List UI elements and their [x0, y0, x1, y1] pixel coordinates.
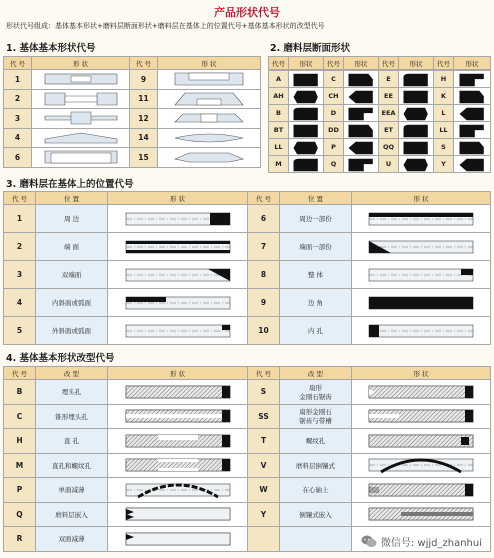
profile-shape — [399, 156, 434, 173]
row-shape — [108, 429, 248, 454]
row-position: 磨料层倒镶式 — [280, 453, 352, 478]
row-shape — [352, 289, 491, 317]
watermark-text: 微信号: wjjd_zhanhui — [380, 538, 482, 549]
row-code: P — [4, 478, 36, 503]
position-diagram — [118, 292, 238, 314]
section2-title: 2. 磨料层断面形状 — [270, 43, 351, 54]
table-row — [4, 89, 261, 109]
profile-glyph — [289, 156, 324, 172]
profile-code: B — [269, 105, 289, 122]
table-row — [269, 88, 491, 105]
position-diagram — [118, 503, 238, 525]
row-position: 双面减薄 — [36, 527, 108, 552]
position-diagram — [118, 479, 238, 501]
table-row — [4, 70, 261, 90]
position-diagram — [361, 264, 481, 286]
section3-title: 3. 磨料层在基体上的位置代号 — [6, 179, 134, 190]
position-diagram — [118, 208, 238, 230]
row-code: 7 — [248, 233, 280, 261]
table-row — [4, 317, 491, 345]
row-position — [280, 527, 352, 552]
table-row — [269, 139, 491, 156]
profile-glyph — [399, 156, 434, 172]
row-code: SS — [248, 404, 280, 429]
row-shape — [352, 429, 491, 454]
profile-shape — [289, 88, 324, 105]
row-code: Q — [4, 502, 36, 527]
position-diagram — [118, 381, 238, 403]
col-header-shape: 形 状 — [32, 57, 130, 70]
position-diagram — [361, 405, 481, 427]
shape-code: 3 — [4, 109, 32, 129]
row-position: 端面一部份 — [280, 233, 352, 261]
position-diagram — [118, 454, 238, 476]
profile-shape — [289, 105, 324, 122]
position-diagram — [361, 208, 481, 230]
row-shape — [108, 380, 248, 405]
row-shape — [352, 261, 491, 289]
row-shape — [108, 527, 248, 552]
profile-code: DD — [324, 122, 344, 139]
modification-table — [3, 366, 491, 552]
shape-diagram — [158, 109, 261, 129]
profile-shape — [399, 71, 434, 88]
shape-code: 14 — [130, 128, 158, 148]
shape-diagram — [158, 70, 261, 90]
base-shape-table — [3, 56, 261, 168]
profile-code: Y — [434, 156, 454, 173]
shape-diagram — [32, 109, 130, 129]
row-position: 边 角 — [280, 289, 352, 317]
profile-glyph — [289, 105, 324, 121]
col-header-shape: 形 状 — [108, 367, 248, 380]
profile-glyph — [399, 88, 434, 104]
shape-diagram — [158, 128, 261, 148]
row-shape — [108, 317, 248, 345]
table-row — [269, 71, 491, 88]
profile-code: A — [269, 71, 289, 88]
row-shape — [352, 453, 491, 478]
wechat-icon — [361, 535, 377, 548]
row-shape — [352, 478, 491, 503]
shape-code: 11 — [130, 89, 158, 109]
col-header-shape: 形状 — [399, 57, 434, 70]
shape-diagram — [32, 89, 130, 109]
profile-shape — [399, 105, 434, 122]
profile-glyph — [455, 122, 490, 138]
col-header-modification: 改 型 — [280, 367, 352, 380]
row-position: 扇形 金刚石锯齿 — [280, 380, 352, 405]
position-diagram — [361, 292, 481, 314]
row-shape — [108, 233, 248, 261]
profile-code: CH — [324, 88, 344, 105]
profile-code: E — [379, 71, 399, 88]
profile-code: ET — [379, 122, 399, 139]
col-header-code: 代 号 — [4, 57, 32, 70]
row-position: 埋头孔 — [36, 380, 108, 405]
col-header-shape: 形 状 — [352, 192, 491, 205]
profile-code: C — [324, 71, 344, 88]
table-row — [269, 156, 491, 173]
profile-code: QQ — [379, 139, 399, 156]
row-code: W — [248, 478, 280, 503]
profile-code: P — [324, 139, 344, 156]
position-table — [3, 191, 491, 345]
profile-code: Q — [324, 156, 344, 173]
row-shape — [352, 317, 491, 345]
profile-glyph — [399, 122, 434, 138]
row-shape — [108, 453, 248, 478]
col-header-code: 代 号 — [248, 367, 280, 380]
row-code: 9 — [248, 289, 280, 317]
row-position: 端 面 — [36, 233, 108, 261]
row-code: 2 — [4, 233, 36, 261]
shape-code: 12 — [130, 109, 158, 129]
table-row — [4, 233, 491, 261]
row-position: 内 孔 — [280, 317, 352, 345]
profile-code: D — [324, 105, 344, 122]
col-header-shape: 形 状 — [352, 367, 491, 380]
row-code: C — [4, 404, 36, 429]
shape-code: 2 — [4, 89, 32, 109]
profile-code: EE — [379, 88, 399, 105]
row-position: 外斜面或弧面 — [36, 317, 108, 345]
row-position: 直孔和螺纹孔 — [36, 453, 108, 478]
shape-diagram — [32, 70, 130, 90]
profile-code: LL — [269, 139, 289, 156]
table-row — [269, 105, 491, 122]
profile-shape — [344, 105, 379, 122]
row-shape — [108, 478, 248, 503]
section4-title: 4. 基体基本形状改型代号 — [6, 353, 115, 364]
position-diagram — [361, 454, 481, 476]
shape-code: 1 — [4, 70, 32, 90]
watermark — [357, 533, 486, 550]
row-code: S — [248, 380, 280, 405]
profile-glyph — [455, 71, 490, 87]
profile-shape — [454, 122, 491, 139]
col-header-code: 代 号 — [4, 367, 36, 380]
page-title: 产品形状代号 — [214, 6, 280, 19]
row-code: 3 — [4, 261, 36, 289]
row-position: 单面减薄 — [36, 478, 108, 503]
profile-shape — [399, 139, 434, 156]
col-header-code: 代 号 — [4, 192, 36, 205]
shape-diagram — [32, 148, 130, 168]
row-shape — [352, 380, 491, 405]
row-code: R — [4, 527, 36, 552]
col-header-code: 代号 — [269, 57, 289, 70]
profile-glyph — [455, 105, 490, 121]
page-subtitle: 形状代号组成：基体基本形状+磨料层断面形状+磨料层在基体上的位置代号+基体基本形状的改型代号 — [6, 22, 325, 30]
col-header-shape: 形 状 — [108, 192, 248, 205]
profile-code: AH — [269, 88, 289, 105]
row-code: 10 — [248, 317, 280, 345]
row-code: T — [248, 429, 280, 454]
profile-shape — [289, 156, 324, 173]
profile-glyph — [289, 88, 324, 104]
row-position: 内斜面或弧面 — [36, 289, 108, 317]
row-code — [248, 527, 280, 552]
table-row — [4, 404, 491, 429]
profile-code: BT — [269, 122, 289, 139]
table-row — [4, 429, 491, 454]
col-header-code: 代 号 — [130, 57, 158, 70]
row-shape — [108, 205, 248, 233]
row-code: 4 — [4, 289, 36, 317]
profile-glyph — [344, 71, 379, 87]
profile-shape — [454, 156, 491, 173]
profile-code: L — [434, 105, 454, 122]
profile-code: EEA — [379, 105, 399, 122]
profile-glyph — [455, 156, 490, 172]
col-header-shape: 形状 — [289, 57, 324, 70]
col-header-code: 代号 — [324, 57, 344, 70]
abrasive-profile-table — [268, 56, 491, 70]
table-row — [4, 380, 491, 405]
row-position: 周 边 — [36, 205, 108, 233]
table-row — [4, 502, 491, 527]
profile-glyph — [399, 139, 434, 155]
position-diagram — [361, 320, 481, 342]
position-diagram — [118, 430, 238, 452]
abrasive-profile-body — [268, 70, 490, 173]
profile-glyph — [344, 156, 379, 172]
profile-shape — [454, 105, 491, 122]
table-row — [269, 122, 491, 139]
shape-diagram — [32, 128, 130, 148]
shape-diagram — [158, 89, 261, 109]
col-header-code: 代 号 — [248, 192, 280, 205]
section1-title: 1. 基体基本形状代号 — [6, 43, 96, 54]
row-code: B — [4, 380, 36, 405]
profile-shape — [344, 156, 379, 173]
position-diagram — [361, 430, 481, 452]
position-diagram — [361, 503, 481, 525]
row-position: 直 孔 — [36, 429, 108, 454]
row-position: 周边一部份 — [280, 205, 352, 233]
profile-glyph — [344, 139, 379, 155]
row-position: 磨料层嵌入 — [36, 502, 108, 527]
position-diagram — [361, 381, 481, 403]
row-shape — [352, 404, 491, 429]
row-code: 8 — [248, 261, 280, 289]
table-row — [4, 478, 491, 503]
table-row — [4, 148, 261, 168]
profile-code: K — [434, 88, 454, 105]
profile-glyph — [455, 88, 490, 104]
table-row — [4, 261, 491, 289]
profile-glyph — [289, 139, 324, 155]
row-shape — [108, 502, 248, 527]
profile-shape — [289, 122, 324, 139]
position-diagram — [118, 528, 238, 550]
profile-code: U — [379, 156, 399, 173]
profile-code: H — [434, 71, 454, 88]
row-shape — [352, 502, 491, 527]
col-header-position: 位 置 — [36, 192, 108, 205]
profile-shape — [454, 71, 491, 88]
profile-glyph — [344, 88, 379, 104]
row-shape — [108, 261, 248, 289]
shape-code: 6 — [4, 148, 32, 168]
profile-glyph — [344, 105, 379, 121]
shape-diagram — [158, 148, 261, 168]
row-position: 倒镶式嵌入 — [280, 502, 352, 527]
row-position: 整 体 — [280, 261, 352, 289]
table-row — [4, 128, 261, 148]
profile-shape — [454, 139, 491, 156]
row-code: 1 — [4, 205, 36, 233]
position-diagram — [361, 479, 481, 501]
position-diagram — [361, 236, 481, 258]
shape-code: 15 — [130, 148, 158, 168]
shape-code: 9 — [130, 70, 158, 90]
position-diagram — [118, 264, 238, 286]
profile-glyph — [344, 122, 379, 138]
profile-glyph — [289, 71, 324, 87]
profile-shape — [344, 88, 379, 105]
col-header-code: 代号 — [434, 57, 454, 70]
row-position: 扇形金刚石 锯齿与带槽 — [280, 404, 352, 429]
profile-shape — [344, 122, 379, 139]
row-code: 6 — [248, 205, 280, 233]
col-header-modification: 改 型 — [36, 367, 108, 380]
row-shape — [108, 289, 248, 317]
profile-code: M — [269, 156, 289, 173]
profile-glyph — [455, 139, 490, 155]
row-code: M — [4, 453, 36, 478]
col-header-code: 代号 — [379, 57, 399, 70]
row-position: 在心轴上 — [280, 478, 352, 503]
row-code: H — [4, 429, 36, 454]
row-shape — [352, 205, 491, 233]
profile-glyph — [399, 105, 434, 121]
shape-code: 4 — [4, 128, 32, 148]
profile-shape — [289, 71, 324, 88]
row-position: 锥形埋头孔 — [36, 404, 108, 429]
profile-code: S — [434, 139, 454, 156]
position-diagram — [118, 320, 238, 342]
profile-shape — [454, 88, 491, 105]
table-row — [4, 109, 261, 129]
profile-shape — [344, 71, 379, 88]
profile-glyph — [399, 71, 434, 87]
row-shape — [108, 404, 248, 429]
profile-glyph — [289, 122, 324, 138]
profile-shape — [289, 139, 324, 156]
col-header-shape: 形状 — [454, 57, 491, 70]
profile-shape — [399, 88, 434, 105]
col-header-position: 位 置 — [280, 192, 352, 205]
row-position: 螺纹孔 — [280, 429, 352, 454]
row-position: 双端面 — [36, 261, 108, 289]
table-row — [4, 289, 491, 317]
table-row — [4, 205, 491, 233]
profile-shape — [344, 139, 379, 156]
position-diagram — [118, 236, 238, 258]
profile-code: LL — [434, 122, 454, 139]
col-header-shape: 形 状 — [158, 57, 261, 70]
table-row — [4, 453, 491, 478]
position-diagram — [118, 405, 238, 427]
row-shape — [352, 233, 491, 261]
col-header-shape: 形状 — [344, 57, 379, 70]
profile-shape — [399, 122, 434, 139]
row-code: Y — [248, 502, 280, 527]
row-code: V — [248, 453, 280, 478]
row-code: 5 — [4, 317, 36, 345]
